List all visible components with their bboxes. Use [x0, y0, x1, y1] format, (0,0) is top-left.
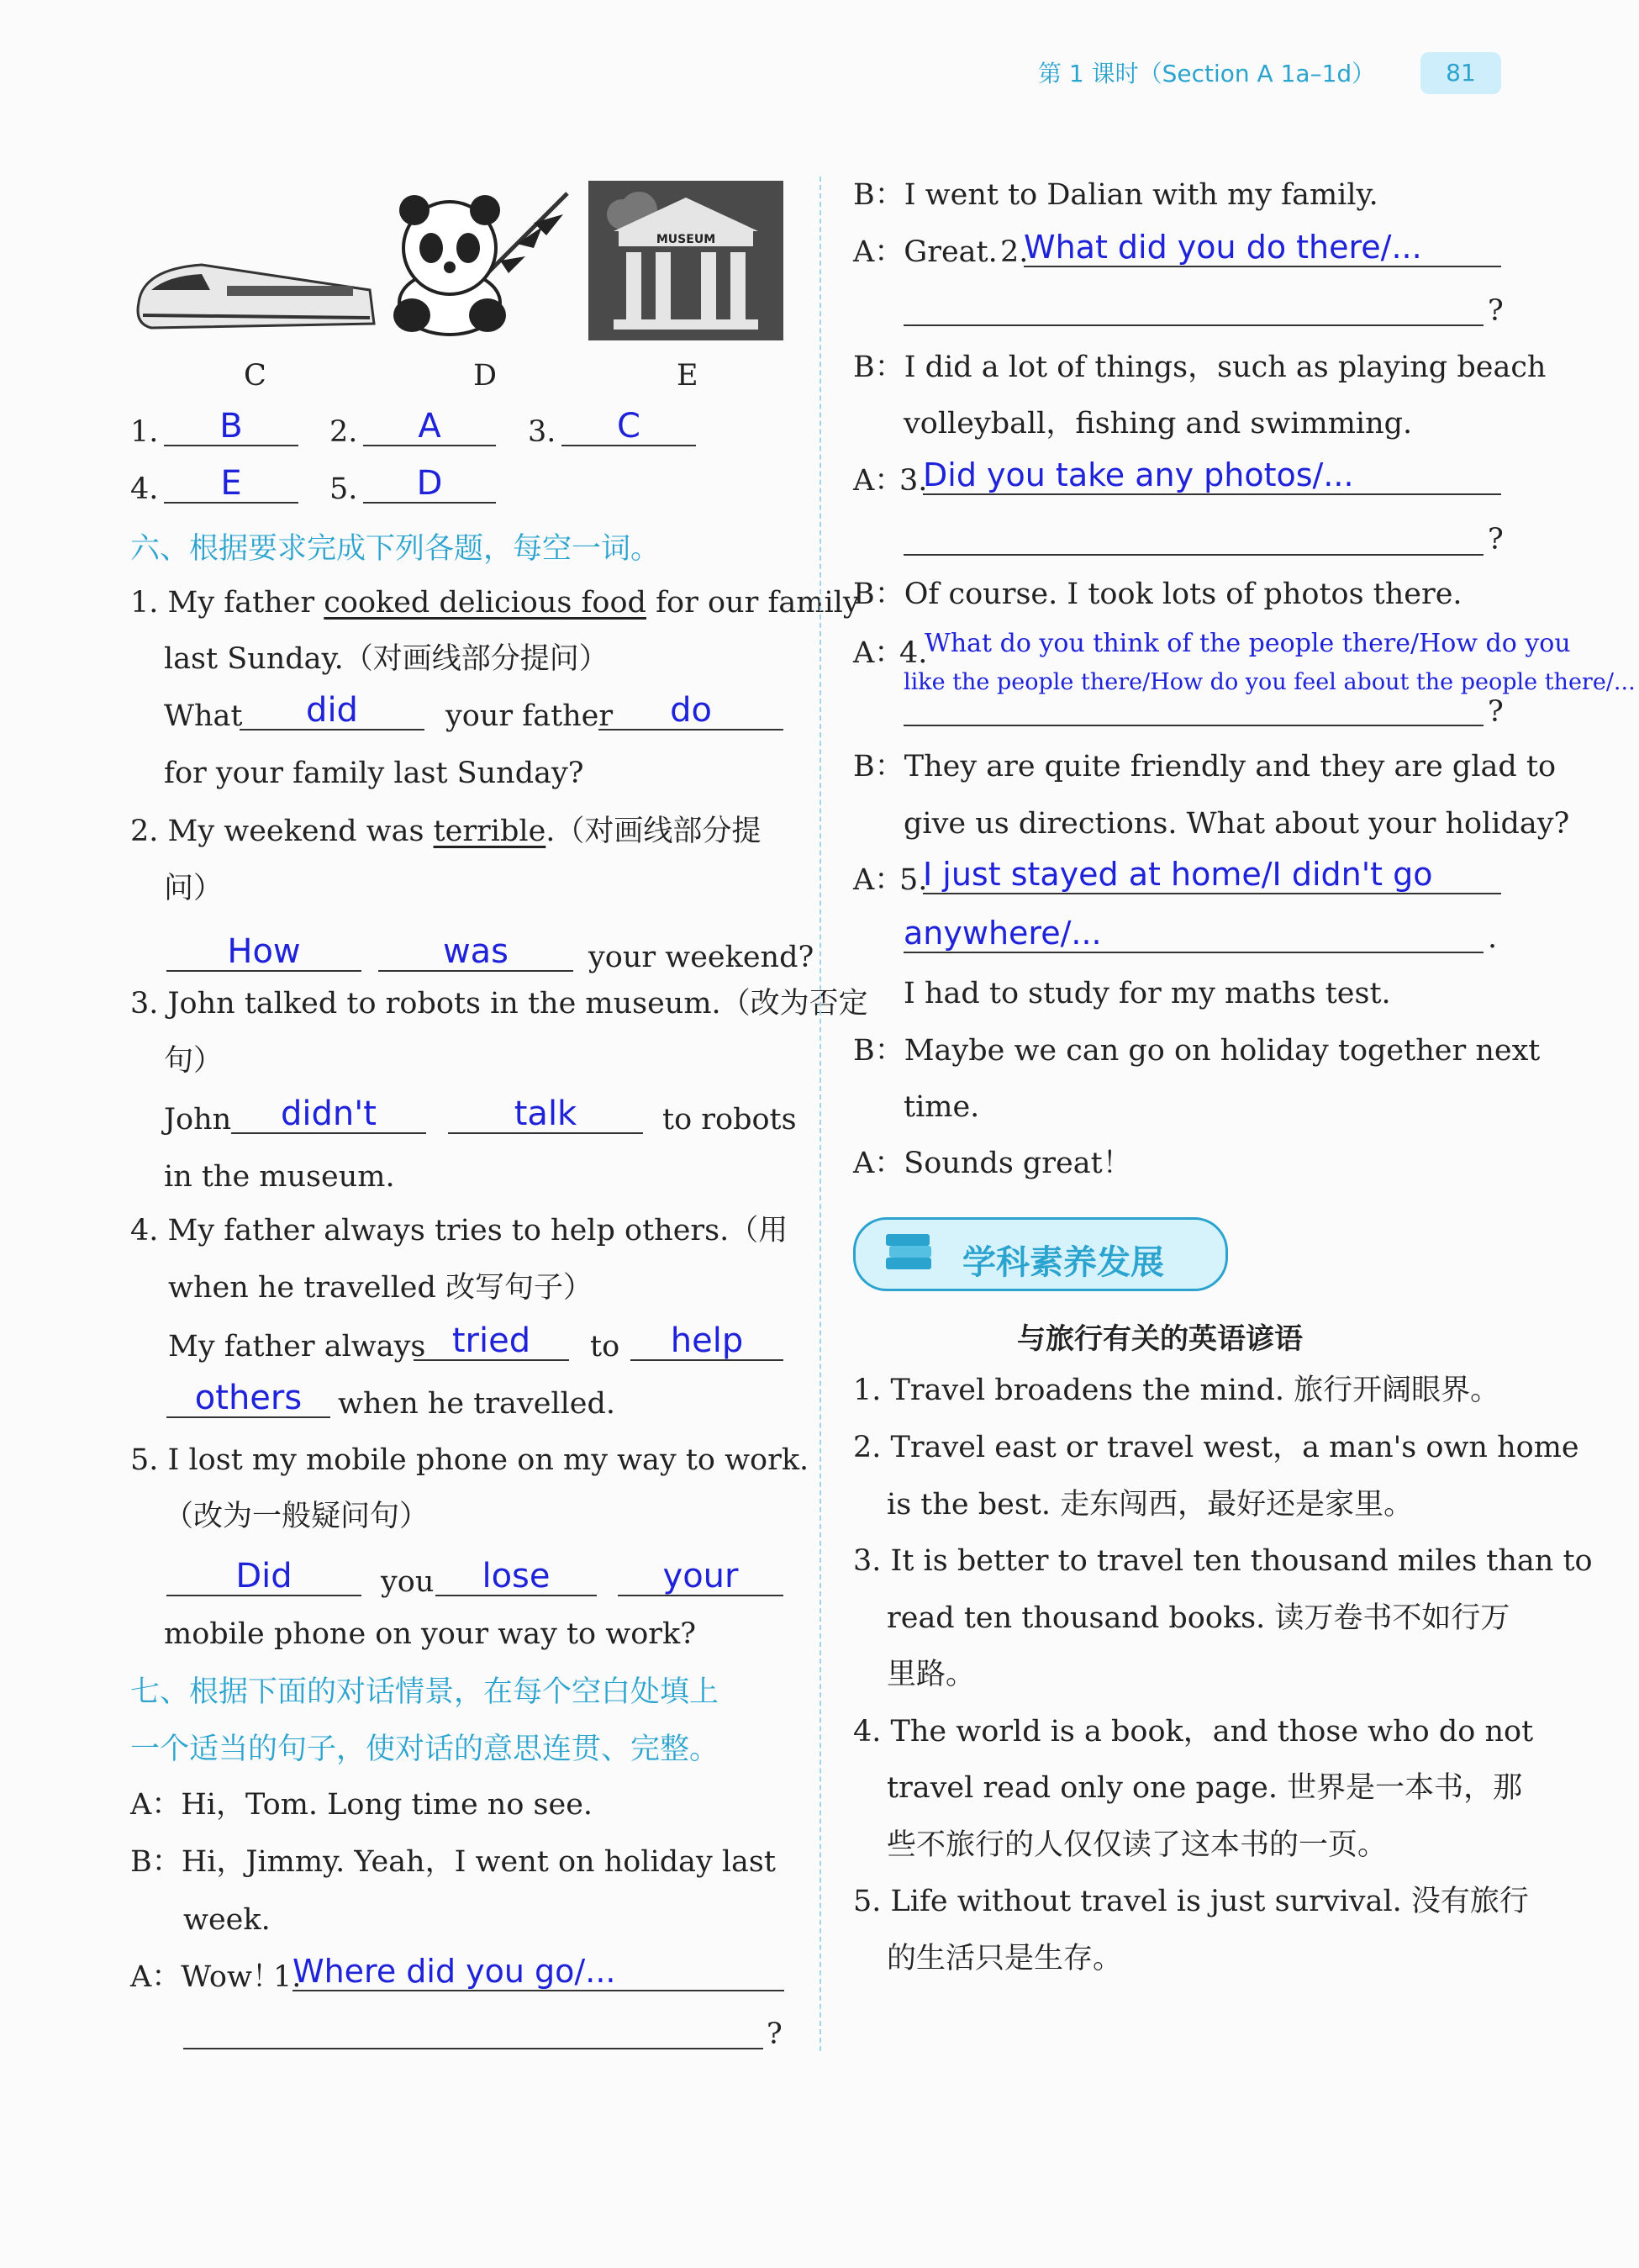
match-blank-5[interactable] — [363, 465, 496, 504]
dialog-a6: A： — [853, 863, 904, 897]
dialog-answer-4-line1: What do you think of the people there/How do you — [925, 629, 1571, 658]
q4-word2: to — [590, 1330, 620, 1363]
q4-answer-3: others — [194, 1379, 303, 1417]
q1-underlined: cooked delicious food — [324, 586, 646, 620]
proverb-4-line3: 些不旅行的人仅仅读了这本书的一页。 — [887, 1828, 1388, 1862]
q5-line4: mobile phone on your way to work? — [164, 1617, 696, 1651]
dialog-answer-5-line2: anywhere/... — [904, 915, 1102, 952]
dialog-a5: A： — [853, 636, 904, 670]
question-mark-2: ? — [1488, 294, 1504, 328]
dialog-blank-2[interactable] — [1024, 229, 1501, 267]
q2-blank-1[interactable] — [166, 933, 361, 972]
dialog-answer-4-line2: like the people there/How do you feel about the people there/... — [904, 669, 1636, 695]
match-answer-2: A — [418, 407, 441, 446]
dialog-a4: A： — [853, 464, 904, 498]
literacy-subtitle: 与旅行有关的英语谚语 — [1017, 1322, 1303, 1356]
q3-tail: to robots — [662, 1103, 797, 1137]
dialog-blank-5[interactable] — [923, 856, 1501, 894]
q3-line4: in the museum. — [164, 1160, 395, 1194]
q4-answer-1: tried — [451, 1321, 531, 1360]
dialog-blank-4b[interactable] — [904, 689, 1484, 726]
q3-blank-1[interactable] — [231, 1095, 426, 1134]
dialog-answer-1: Where did you go/... — [292, 1953, 616, 1990]
image-label-c: C — [244, 359, 266, 393]
q5-answer-3: your — [662, 1557, 739, 1596]
q1-word1: What — [164, 699, 243, 733]
q2-underlined: terrible — [433, 815, 546, 848]
q5-blank-2[interactable] — [435, 1558, 597, 1596]
q4-tail: when he travelled. — [338, 1387, 616, 1421]
dialog-b6-line1: B：Maybe we can go on holiday together next — [853, 1034, 1541, 1068]
q4-answer-2: help — [670, 1321, 744, 1360]
section7-title-line1: 七、根据下面的对话情景，在每个空白处填上 — [130, 1675, 719, 1709]
match-answer-5: D — [416, 464, 443, 503]
dialog-num-4: 4. — [899, 636, 928, 670]
dialog-num-1: 1. — [273, 1960, 302, 1994]
dialog-num-2: 2. — [1000, 235, 1029, 269]
match-blank-3[interactable] — [561, 408, 696, 446]
museum-image — [588, 181, 783, 340]
period-5: . — [1488, 921, 1498, 955]
q4-line1: 4. My father always tries to help others.（用 — [130, 1214, 788, 1247]
dialog-blank-2b[interactable] — [904, 287, 1484, 326]
q4-blank-2[interactable] — [630, 1322, 783, 1361]
match-num-3: 3. — [528, 415, 556, 449]
match-num-1: 1. — [130, 415, 159, 449]
dialog-b5-line1: B：They are quite friendly and they are glad to — [853, 750, 1557, 783]
q2-answer-1: How — [227, 932, 301, 971]
q5-blank-3[interactable] — [618, 1558, 783, 1596]
museum-sign: MUSEUM — [656, 233, 716, 246]
dialog-answer-3: Did you take any photos/... — [923, 456, 1354, 493]
dialog-num-3: 3. — [899, 464, 928, 498]
q1-answer-2: do — [670, 691, 712, 730]
proverb-2-line1: 2. Travel east or travel west，a man's own home — [853, 1431, 1579, 1464]
q2-line2: 问） — [164, 872, 224, 905]
match-answer-4: E — [220, 464, 242, 503]
dialog-a2: A：Wow！ — [130, 1960, 282, 1994]
question-mark-4: ? — [1488, 695, 1504, 729]
dialog-blank-3[interactable] — [923, 456, 1501, 495]
q5-blank-1[interactable] — [166, 1558, 361, 1596]
dialog-blank-5b[interactable] — [904, 915, 1484, 953]
dialog-blank-1[interactable] — [292, 1953, 784, 1991]
dialog-answer-2: What did you do there/... — [1024, 229, 1422, 266]
match-blank-1[interactable] — [164, 408, 298, 446]
dialog-b5-line2: give us directions. What about your holiday? — [904, 807, 1570, 841]
q4-word1: My father always — [168, 1330, 426, 1363]
literacy-badge-text: 学科素养发展 — [962, 1243, 1164, 1282]
q5-line1: 5. I lost my mobile phone on my way to work. — [130, 1443, 809, 1477]
q3-line2: 句） — [164, 1044, 224, 1078]
proverb-5-line2: 的生活只是生存。 — [887, 1942, 1123, 1975]
dialog-b3-line1: B：I did a lot of things，such as playing beach — [853, 351, 1547, 384]
q5-answer-2: lose — [482, 1557, 551, 1596]
dialog-blank-1b[interactable] — [183, 2011, 763, 2049]
match-blank-4[interactable] — [164, 465, 298, 504]
page-number: 81 — [1420, 52, 1501, 94]
match-num-5: 5. — [329, 472, 358, 506]
match-num-4: 4. — [130, 472, 159, 506]
q4-line2: when he travelled 改写句子） — [168, 1271, 593, 1305]
column-divider — [820, 177, 821, 2051]
dialog-b2: B：I went to Dalian with my family. — [853, 178, 1378, 212]
train-image — [134, 244, 378, 336]
question-mark-1: ? — [767, 2017, 783, 2051]
dialog-a1: A：Hi，Tom. Long time no see. — [130, 1788, 593, 1822]
proverb-2-line2: is the best. 走东闯西，最好还是家里。 — [887, 1488, 1414, 1522]
proverb-5-line1: 5. Life without travel is just survival. 没有旅行 — [853, 1885, 1529, 1918]
q2-line1: 2. My weekend was terrible.（对画线部分提 — [130, 815, 762, 848]
image-label-e: E — [677, 359, 698, 393]
match-num-2: 2. — [329, 415, 358, 449]
q1-blank-1[interactable] — [240, 692, 424, 731]
q3-line1: 3. John talked to robots in the museum.（改为否定 — [130, 987, 868, 1021]
proverb-1: 1. Travel broadens the mind. 旅行开阔眼界。 — [853, 1374, 1500, 1407]
q2-blank-2[interactable] — [378, 933, 573, 972]
q1-line4: for your family last Sunday? — [164, 757, 584, 790]
q4-blank-1[interactable] — [414, 1322, 569, 1361]
q1-word2: your father — [445, 699, 614, 733]
q1-answer-1: did — [306, 691, 358, 730]
proverb-4-line2: travel read only one page. 世界是一本书，那 — [887, 1771, 1523, 1805]
q5-answer-1: Did — [235, 1557, 292, 1596]
section6-title: 六、根据要求完成下列各题，每空一词。 — [130, 532, 661, 566]
proverb-3-line1: 3. It is better to travel ten thousand miles than to — [853, 1544, 1593, 1578]
match-answer-1: B — [219, 407, 243, 446]
q4-blank-3[interactable] — [166, 1379, 330, 1418]
dialog-answer-5-line1: I just stayed at home/I didn't go — [923, 856, 1433, 893]
q3-answer-2: talk — [514, 1094, 577, 1133]
dialog-a6-cont: I had to study for my maths test. — [904, 977, 1391, 1010]
question-mark-3: ? — [1488, 523, 1504, 556]
dialog-a3: A：Great. — [853, 235, 998, 269]
q3-word1: John — [164, 1103, 232, 1137]
q3-blank-2[interactable] — [448, 1095, 643, 1134]
dialog-b1-line2: week. — [183, 1903, 271, 1937]
proverb-3-line2: read ten thousand books. 读万卷书不如行万 — [887, 1601, 1510, 1635]
dialog-b4: B：Of course. I took lots of photos there. — [853, 578, 1462, 611]
q1-line1: 1. My father cooked delicious food for our family — [130, 586, 860, 620]
lesson-header: 第 1 课时（Section A 1a–1d） — [1038, 60, 1376, 87]
books-icon — [883, 1229, 936, 1276]
q2-answer-2: was — [442, 932, 509, 971]
q2-tail: your weekend? — [588, 941, 814, 974]
q1-line2: last Sunday.（对画线部分提问） — [164, 642, 609, 676]
match-blank-2[interactable] — [363, 408, 496, 446]
dialog-num-5: 5. — [899, 863, 928, 897]
match-answer-3: C — [617, 407, 640, 446]
q3-answer-1: didn't — [281, 1094, 377, 1133]
section7-title-line2: 一个适当的句子，使对话的意思连贯、完整。 — [130, 1733, 719, 1766]
q5-word1: you — [381, 1565, 435, 1599]
dialog-blank-3b[interactable] — [904, 517, 1484, 556]
q5-line2: （改为一般疑问句） — [164, 1500, 430, 1533]
image-label-d: D — [473, 359, 498, 393]
panda-image — [391, 177, 576, 336]
proverb-4-line1: 4. The world is a book，and those who do not — [853, 1715, 1534, 1748]
dialog-b3-line2: volleyball，fishing and swimming. — [904, 407, 1413, 440]
dialog-b6-line2: time. — [904, 1090, 980, 1124]
dialog-a7: A：Sounds great！ — [853, 1147, 1132, 1180]
q1-blank-2[interactable] — [598, 692, 783, 731]
proverb-3-line3: 里路。 — [887, 1658, 976, 1691]
dialog-b1-line1: B：Hi，Jimmy. Yeah，I went on holiday last — [130, 1845, 776, 1879]
